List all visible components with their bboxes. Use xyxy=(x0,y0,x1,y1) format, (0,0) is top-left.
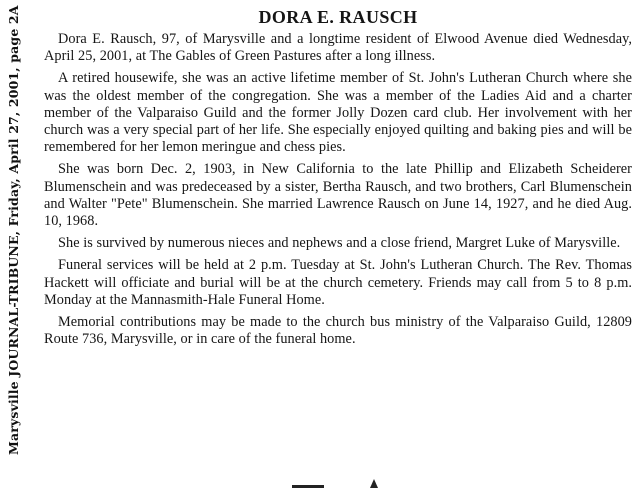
paragraph-survivors: She is survived by numerous nieces and nephews and a close friend, Margret Luke of Marysville. xyxy=(58,235,621,252)
paragraph-church-life: A retired housewife, she was an active lifetime member of St. John's Lutheran Church where she was the oldest member of the congregation. She was a member of the Ladies Aid and a charter member of the Valparaiso Guild and the former Jolly Dozen card club. Her involvement with her church was a very special part of her life. She especially enjoyed quilting and baking pies and will be remembered for her lemon meringue and chess pies. xyxy=(44,70,632,156)
paragraph-funeral-services: Funeral services will be held at 2 p.m. Tuesday at St. John's Lutheran Church. The Rev. Thomas Hackett will officiate and burial will be at the church cemetery. Friends may call from 5 to 8 p.m. Monday at the Mannasmith-Hale Funeral Home. xyxy=(44,257,632,308)
obituary-article xyxy=(44,6,632,353)
obituary-headline: DORA E. RAUSCH xyxy=(258,7,418,27)
fragment-peak xyxy=(370,479,378,488)
source-caption: Marysville JOURNAL-TRIBUNE, Friday, April 27, 2001, page 2A xyxy=(6,5,21,455)
paragraph-memorial-contributions: Memorial contributions may be made to the church bus ministry of the Valparaiso Guild, 12809 Route 736, Marysville, or in care of the funeral home. xyxy=(44,314,632,348)
cropped-next-article-fragment xyxy=(282,478,402,488)
paragraph-family-history: She was born Dec. 2, 1903, in New California to the late Phillip and Elizabeth Scheiderer Blumenschein and was predeceased by a sister, Bertha Rausch, and two brothers, Carl Blumenschein and Walter "Pete" Blumenschein. She married Lawrence Rausch on June 14, 1927, and he died Aug. 10, 1968. xyxy=(44,161,632,230)
paragraph-death-notice: Dora E. Rausch, 97, of Marysville and a longtime resident of Elwood Avenue died Wednesday, April 25, 2001, at The Gables of Green Pastures after a long illness. xyxy=(44,31,632,65)
